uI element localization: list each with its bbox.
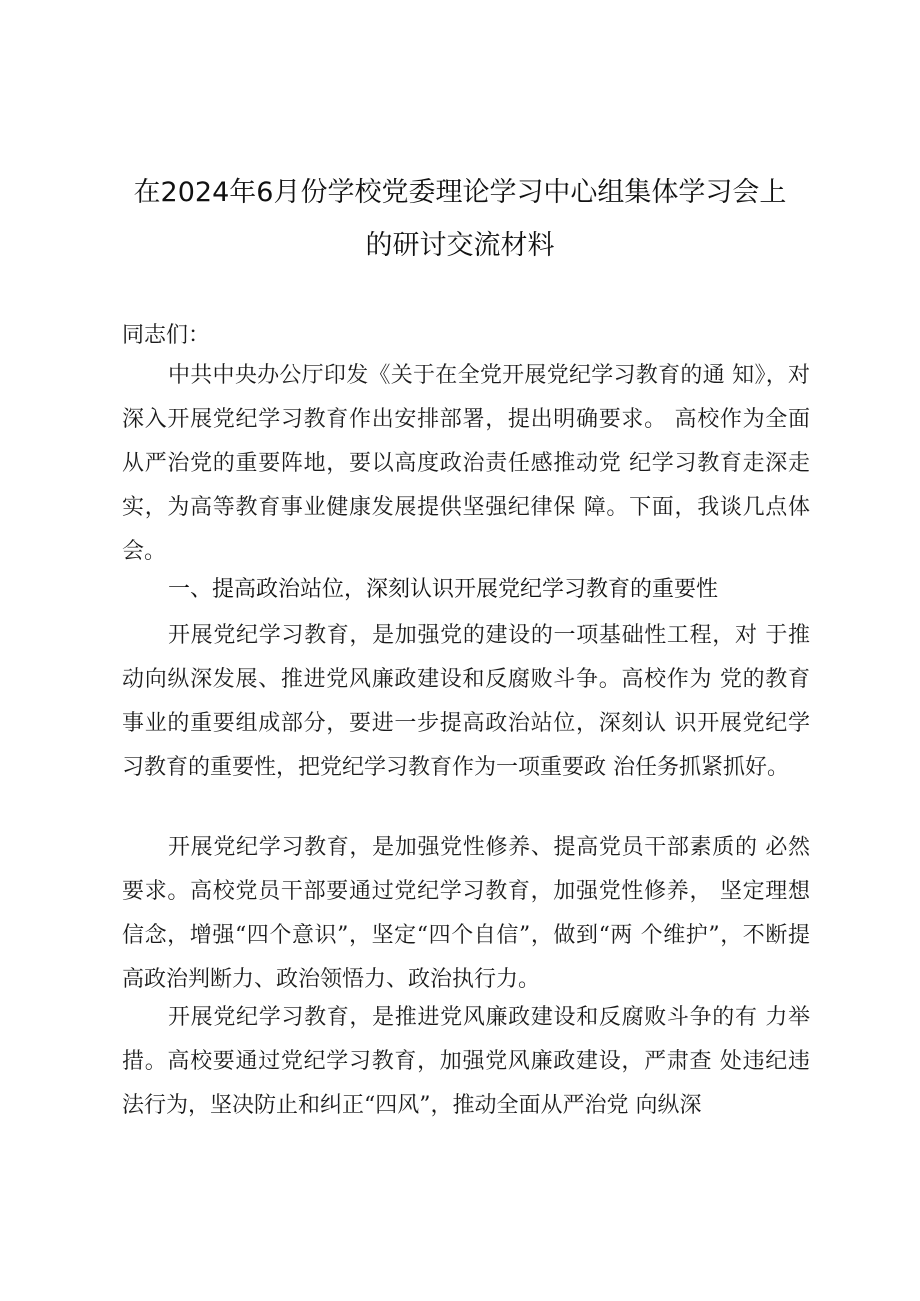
document-title-line-1: 在2024年6月份学校党委理论学习中心组集体学习会上: [133, 177, 787, 208]
section-heading: 一、提高政治站位，深刻认识开展党纪学习教育的重要性: [168, 577, 719, 602]
section-paragraph-1: 开展党纪学习教育，是加强党的建设的一项基础性工程，对 于推动向纵深发展、推进党风廉政建设和反腐败斗争。高校作为 党的教育事业的重要组成部分，要进一步提高政治站位，深刻认 识开展党纪学习教育的重要性，把党纪学习教育作为一项重要政 治任务抓紧抓好。: [122, 623, 810, 780]
section-paragraph-3: 开展党纪学习教育，是推进党风廉政建设和反腐败斗争的有 力举措。高校要通过党纪学习教育，加强党风廉政建设，严肃查 处违纪违法行为，坚决防止和纠正“四风”，推动全面从严治党 向纵深: [122, 1005, 810, 1118]
intro-paragraph: 中共中央办公厅印发《关于在全党开展党纪学习教育的通 知》，对深入开展党纪学习教育作出安排部署，提出明确要求。 高校作为全面从严治党的重要阵地，要以高度政治责任感推动党 纪学习教育走深走实，为高等教育事业健康发展提供坚强纪律保 障。下面，我谈几点体会。: [122, 363, 810, 564]
section-paragraph-2: 开展党纪学习教育，是加强党性修养、提高党员干部素质的 必然要求。高校党员干部要通过党纪学习教育，加强党性修养， 坚定理想信念，增强“四个意识”，坚定“四个自信”，做到“两 个维护”，不断提高政治判断力、政治领悟力、政治执行力。: [122, 835, 810, 992]
document-title-line-2: 的研讨交流材料: [365, 230, 555, 261]
salutation: 同志们：: [122, 323, 211, 348]
